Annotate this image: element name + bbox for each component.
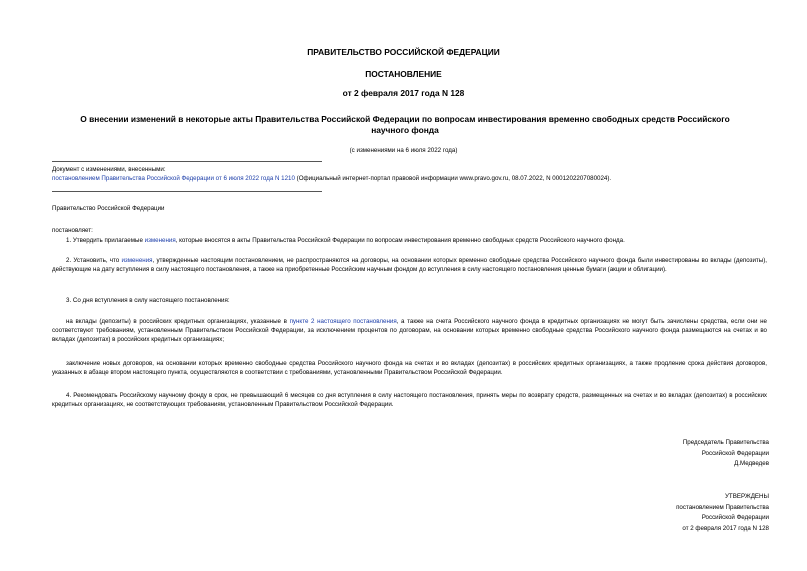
approval-line-3: Российской Федерации [701,514,769,521]
signature-line-2: Российской Федерации [701,449,769,457]
signature-line-1: Председатель Правительства [682,439,769,446]
p2-rest: , утвержденные настоящим постановлением, не распространяются на договоры, на основании которых временно свободные средства Российского научного фонда были инвестированы во вклады (депозиты), действующие на дату вступления в силу настоящего постановления, а также на приобретенные Российским научным фондом до вступления в силу настоящего постановления ценные бумаги (акции и облигации). [52,257,767,274]
changes-line [52,174,767,183]
approval-line-2: постановлением Правительства [676,503,769,511]
p3a-rest: , а также на счета Российского научного фонда в кредитных организациях не могут быть зачислены средства, если они не соответствуют требованиям, установленным Правительством Российской Федерации, за исключением процентов по договорам, на основании которых временно свободные средства Российского научного фонда размещаются на счетах и во вкладах (депозитах) в российских кредитных организациях; [52,318,767,344]
doc-type-heading: ПОСТАНОВЛЕНИЕ [365,69,442,79]
amended-note: (с изменениями на 6 июля 2022 года) [349,147,458,154]
signature-name: Д.Медведев [734,460,769,467]
doc-date: от 2 февраля 2017 года N 128 [342,88,465,98]
approval-block [676,492,769,534]
approval-line-1: УТВЕРЖДЕНЫ [725,493,769,500]
changes-block [52,165,767,183]
bottom-divider [52,191,322,192]
doc-title: О внесении изменений в некоторые акты Правительства Российской Федерации по вопросам инвестирования временно свободных средств Российского научного фонда [80,114,730,135]
paragraph-4: 4. Рекомендовать Российскому научному фонду в срок, не превышающий 6 месяцев со дня вступления в силу настоящего постановления, принять меры по возврату средств, размещенных на счетах и во вкладах (депозитах) в российских кредитных организациях, не соответствующих требованиям, установленным Правительством Российской Федерации. [52,392,767,409]
approval-line-4: от 2 февраля 2017 года N 128 [682,524,769,532]
p2-text: 2. Установить, что [66,257,122,264]
paragraph-3b: заключение новых договоров, на основании которых временно свободные средства Российского научного фонда на счетах и во вкладах (депозитах) в российских кредитных организациях, а также продление срока действия договоров, указанных в абзаце втором настоящего пункта, осуществляются в соответствии с требованиями, установленными Правительством Российской Федерации. [52,360,767,377]
paragraph-1 [52,236,767,245]
changes-label: Документ с изменениями, внесенными: [52,166,166,173]
paragraph-3: 3. Со дня вступления в силу настоящего постановления: [66,297,230,304]
issuer: Правительство Российской Федерации [52,205,165,212]
clause-2-link[interactable]: пункте 2 настоящего постановления [289,318,397,325]
p1-text: 1. Утвердить прилагаемые [66,237,145,244]
p3a-text: на вклады (депозиты) в российских кредитных организациях, указанные в [66,318,290,325]
paragraph-3a [52,317,767,345]
p1-rest: , которые вносятся в акты Правительства Российской Федерации по вопросам инвестирования временно свободных средств Российского научного фонда. [175,237,625,244]
changes-link-1[interactable]: изменения [144,237,176,244]
decree-word: постановляет: [52,227,93,234]
org-heading: ПРАВИТЕЛЬСТВО РОССИЙСКОЙ ФЕДЕРАЦИИ [307,47,500,57]
paragraph-2 [52,256,767,274]
top-divider [52,161,322,162]
signature-block [683,438,769,470]
changes-source: (Официальный интернет-портал правовой информации www.pravo.gov.ru, 08.07.2022, N 0001202207080024). [294,175,612,183]
changes-link-2[interactable]: изменения [121,257,153,264]
amending-decree-link[interactable]: постановлением Правительства Российской Федерации от 6 июля 2022 года N 1210 [52,175,295,183]
